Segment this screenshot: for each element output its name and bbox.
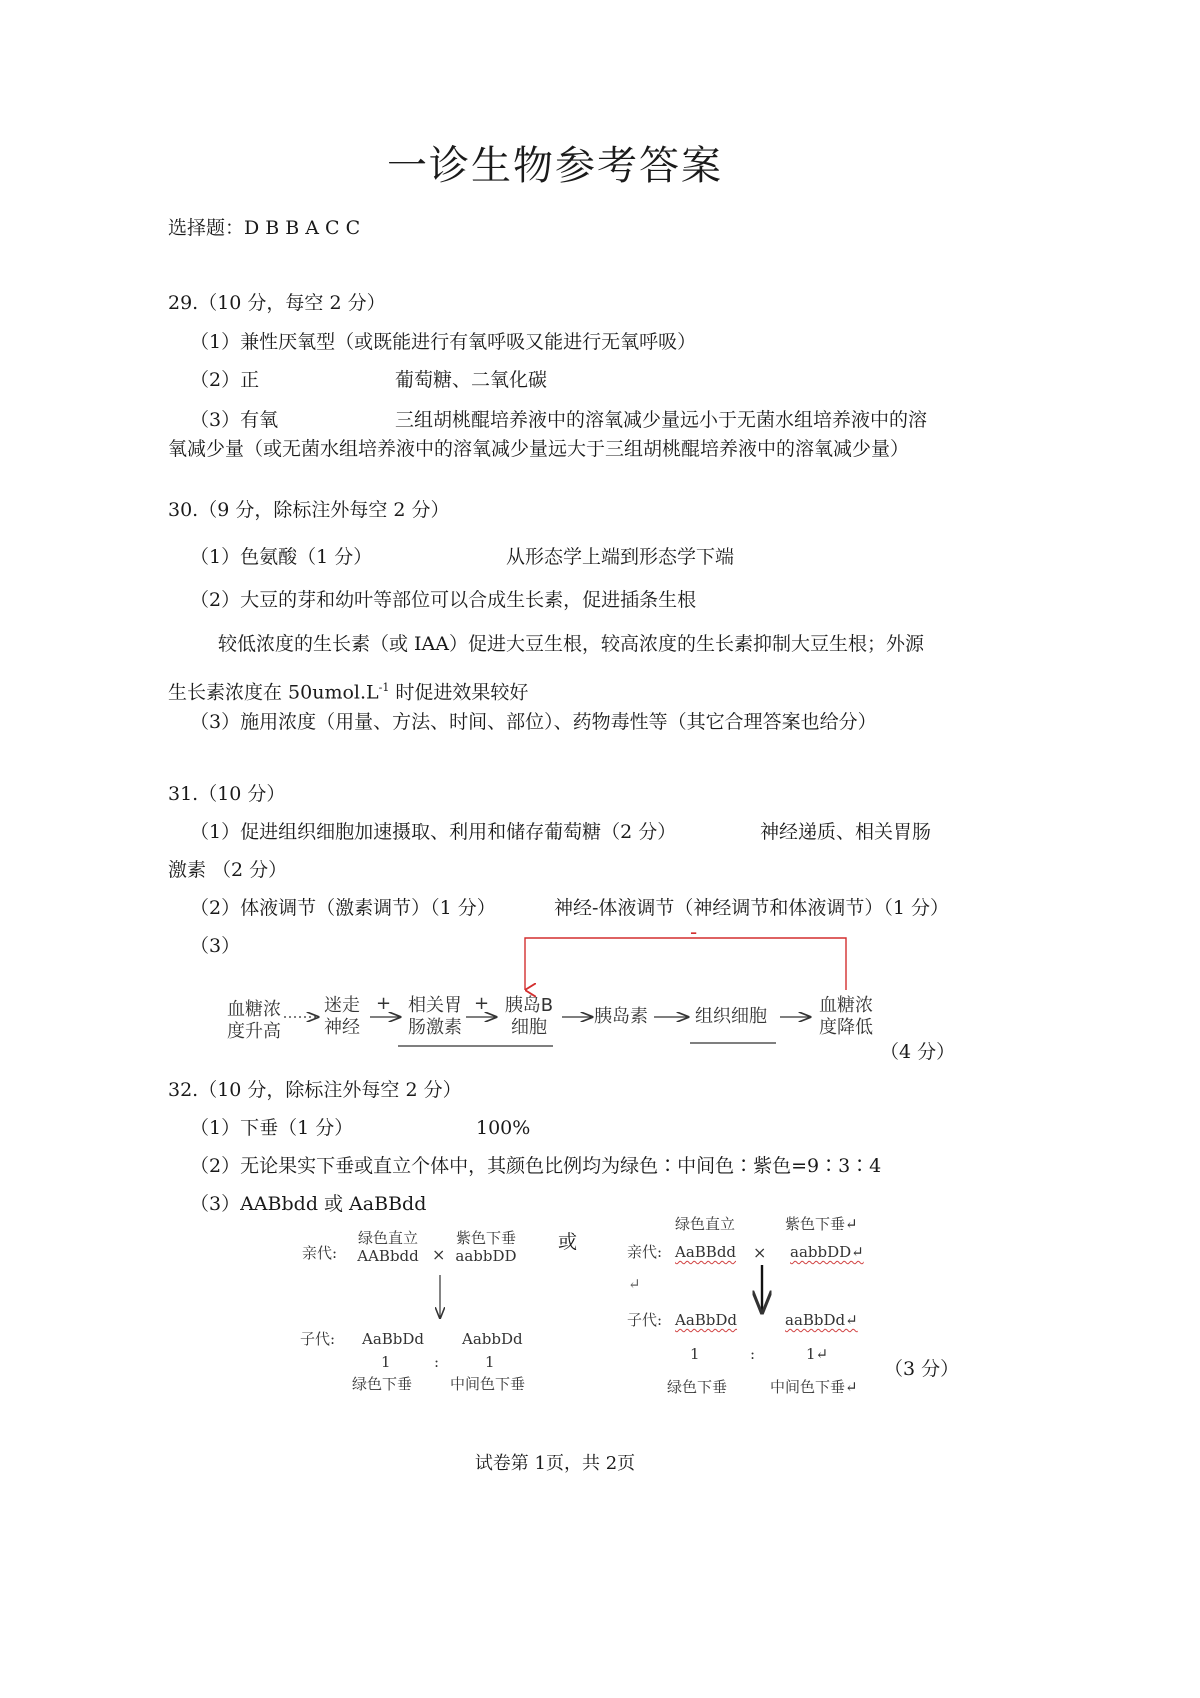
feedback-minus-sign: - <box>690 920 698 944</box>
q29-answer-1: （1）兼性厌氧型（或既能进行有氧呼吸又能进行无氧呼吸） <box>190 331 697 353</box>
crossB-c2-pheno: 中间色下垂↵ <box>770 1378 858 1396</box>
crossA-c2-pheno: 中间色下垂 <box>450 1375 526 1393</box>
q30-answer-1-left: （1）色氨酸（1 分） <box>190 546 373 568</box>
flow-node-islet-b-cell: 胰岛B 细胞 <box>504 995 554 1038</box>
crossA-ratio-colon: : <box>434 1353 440 1371</box>
crossB-ratio-colon: : <box>750 1345 756 1363</box>
q32-answer-3: （3）AABbdd 或 AaBBdd <box>190 1193 427 1215</box>
crossA-p1: 绿色直立 AABbdd <box>357 1229 419 1265</box>
crossB-ratio-2: 1↵ <box>806 1345 829 1363</box>
q32-answer-1-right: 100% <box>476 1117 531 1139</box>
crossA-p2: 紫色下垂 aabbDD <box>455 1229 517 1265</box>
q31-answer-2-right: 神经-体液调节（神经调节和体液调节）（1 分） <box>554 897 950 919</box>
q29-answer-2-right: 葡萄糖、二氧化碳 <box>395 369 548 391</box>
q30-answer-2: （2）大豆的芽和幼叶等部位可以合成生长素，促进插条生根 <box>190 589 697 611</box>
q30-header: 30.（9 分，除标注外每空 2 分） <box>168 499 450 521</box>
q29-answer-2-left: （2）正 <box>190 369 260 391</box>
crossB-p1-geno: AaBBdd <box>675 1243 737 1261</box>
negative-feedback-line <box>525 938 846 990</box>
flow-node-insulin: 胰岛素 <box>594 1006 648 1027</box>
q30-answer-1-right: 从形态学上端到形态学下端 <box>506 546 735 568</box>
q30-answer-3: （3）施用浓度（用量、方法、时间、部位）、药物毒性等（其它合理答案也给分） <box>190 711 877 733</box>
q29-answer-3-right: 三组胡桃醌培养液中的溶氧减少量远小于无菌水组培养液中的溶 <box>395 409 928 431</box>
crossB-child-label: 子代: <box>627 1311 663 1329</box>
flow-node-vagus: 迷走 神经 <box>324 995 360 1038</box>
q31-score: （4 分） <box>880 1041 956 1063</box>
flow-node-bloodsugar-rise: 血糖浓 度升高 <box>227 999 281 1042</box>
q31-answer-1-right: 神经递质、相关胃肠 <box>760 821 932 843</box>
crossA-parent-label: 亲代: <box>302 1244 338 1262</box>
crossB-c2-geno: aaBbDd↵ <box>785 1311 858 1329</box>
crossA-c2-geno: AabbDd <box>462 1330 523 1348</box>
q32-score: （3 分） <box>884 1358 960 1380</box>
crossA-c1-geno: AaBbDd <box>362 1330 425 1348</box>
crossB-ratio-1: 1 <box>690 1345 700 1363</box>
q32-answer-1-left: （1）下垂（1 分） <box>190 1117 354 1139</box>
q29-answer-3-cont: 氧减少量（或无菌水组培养液中的溶氧减少量远大于三组胡桃醌培养液中的溶氧减少量） <box>168 438 910 460</box>
crossB-c1-pheno: 绿色下垂 <box>667 1378 728 1396</box>
crossB-c1-geno: AaBbDd <box>675 1311 738 1329</box>
q31-answer-2-left: （2）体液调节（激素调节）（1 分） <box>190 897 496 919</box>
flow-plus-2: + <box>474 993 490 1014</box>
crossA-ratio-1: 1 <box>381 1353 391 1371</box>
page-title: 一诊生物参考答案 <box>387 143 723 189</box>
q31-answer-1-cont: 激素 （2 分） <box>168 859 288 881</box>
q30-answer-2c: 生长素浓度在 $50umol.L^{-1}$ 时促进效果较好 <box>168 681 529 704</box>
crossA-c1-pheno: 绿色下垂 <box>352 1375 413 1393</box>
crossA-ratio-2: 1 <box>485 1353 495 1371</box>
q31-header: 31.（10 分） <box>168 783 286 805</box>
q29-answer-3-left: （3）有氧 <box>190 409 279 431</box>
crossB-times: × <box>753 1243 767 1262</box>
crossA-times: × <box>432 1245 446 1264</box>
flow-node-bloodsugar-drop: 血糖浓 度降低 <box>819 995 873 1038</box>
q29-header: 29.（10 分，每空 2 分） <box>168 292 386 314</box>
crossB-parent-label: 亲代: <box>627 1243 663 1261</box>
flow-plus-1: + <box>376 993 392 1014</box>
q31-answer-1-left: （1）促进组织细胞加速摄取、利用和储存葡萄糖（2 分） <box>190 821 677 843</box>
choice-answers: 选择题：D B B A C C <box>168 217 361 239</box>
cross-or: 或 <box>558 1231 578 1253</box>
q32-header: 32.（10 分，除标注外每空 2 分） <box>168 1079 462 1101</box>
crossA-child-label: 子代: <box>300 1330 336 1348</box>
q32-answer-2: （2）无论果实下垂或直立个体中，其颜色比例均为绿色∶中间色∶紫色=9∶3∶4 <box>190 1155 882 1177</box>
flow-node-gut-hormone: 相关胃 肠激素 <box>408 995 462 1038</box>
flow-node-tissue-cell: 组织细胞 <box>695 1006 767 1027</box>
crossB-p2-pheno: 紫色下垂↵ <box>785 1215 858 1233</box>
q31-answer-3-label: （3） <box>190 935 241 957</box>
q30-answer-2b: 较低浓度的生长素（或 IAA）促进大豆生根，较高浓度的生长素抑制大豆生根；外源 <box>218 633 924 655</box>
page-footer: 试卷第 1页，共 2页 <box>474 1453 636 1474</box>
crossB-p2-geno: aabbDD↵ <box>790 1243 864 1261</box>
crossB-p1-pheno: 绿色直立 <box>675 1215 736 1233</box>
crossB-blank-mark: ↵ <box>628 1275 641 1293</box>
